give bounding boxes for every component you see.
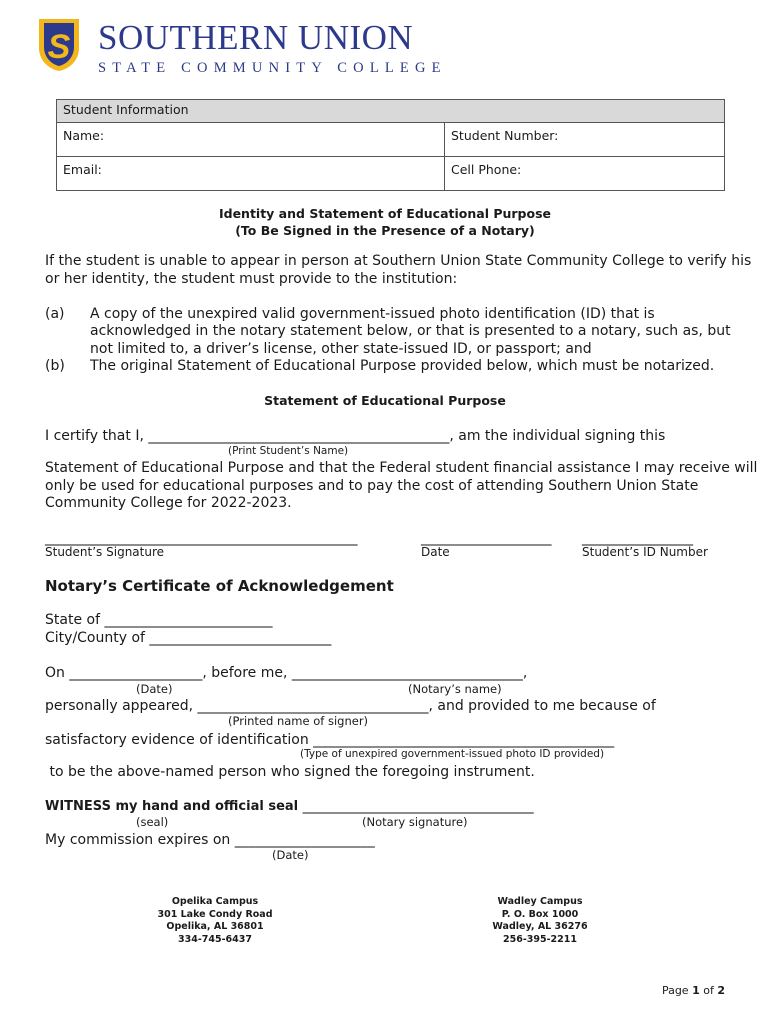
item-a-marker: (a) [45,306,65,322]
item-a-line2: acknowledged in the notary statement below, or that is presented to a notary, such as, but [90,323,731,339]
item-a-line1: A copy of the unexpired valid government-issued photo identification (ID) that is [90,306,655,322]
student-info-table [56,99,725,191]
statement-body-line1: Statement of Educational Purpose and that the Federal student financial assistance I may receive will [45,460,758,476]
wadley-campus-city: Wadley, AL 36276 [492,921,588,932]
statement-body-line3: Community College for 2022-2023. [45,495,292,511]
witness-line[interactable] [45,797,534,816]
evidence-line[interactable]: satisfactory evidence of identification ___________________________________________ [45,732,615,748]
opelika-campus-city: Opelika, AL 36801 [166,921,264,932]
id-number-label: Student’s ID Number [582,545,708,559]
opelika-campus-block [135,896,295,946]
witness-signature-blank[interactable]: _________________________________ [298,798,534,814]
statement-body-line2: only be used for educational purposes and to pay the cost of attending Southern Union State [45,478,699,494]
college-logo-icon [38,18,80,72]
date-caption: (Date) [136,682,173,696]
id-type-caption: (Type of unexpired government-issued photo ID provided) [300,748,605,760]
svg-text:S: S [47,28,71,66]
page-current: 1 [692,984,700,997]
commission-line[interactable]: My commission expires on ____________________ [45,832,375,848]
signature-line[interactable]: ________________________________________________ [45,530,357,546]
college-subtitle: STATE COMMUNITY COLLEGE [98,60,447,76]
statement-title: Statement of Educational Purpose [264,393,506,408]
certify-line[interactable]: I certify that I, ___________________________________________, am the individual signing this [45,428,666,444]
printed-name-caption: (Printed name of signer) [228,714,369,728]
commission-date-caption: (Date) [272,848,309,862]
print-name-caption: (Print Student’s Name) [228,445,349,457]
name-field[interactable]: Name: [57,123,445,157]
wadley-campus-phone: 256-395-2211 [503,933,577,945]
email-field[interactable]: Email: [57,157,445,191]
state-line[interactable]: State of ________________________ [45,612,273,628]
identity-intro-line1: If the student is unable to appear in person at Southern Union State Community College to verify his [45,253,752,269]
date-line[interactable]: ____________________ [421,530,551,546]
named-person-line: to be the above-named person who signed the foregoing instrument. [45,764,535,780]
page-label: Page [661,984,693,997]
seal-caption: (seal) [136,815,169,829]
id-number-line[interactable]: _________________ [582,530,693,546]
wadley-campus-name: Wadley Campus [497,896,583,907]
wadley-campus-address: P. O. Box 1000 [501,908,579,920]
date-label: Date [421,545,450,559]
college-name: SOUTHERN UNION [98,18,414,57]
student-info-heading: Student Information [57,100,725,123]
witness-label: WITNESS my hand and official seal [45,799,299,814]
item-b-marker: (b) [45,358,65,374]
notary-signature-caption: (Notary signature) [362,815,468,829]
item-a-line3: not limited to, a driver’s license, other state-issued ID, or passport; and [90,341,592,357]
page-of: of [699,984,718,997]
page-total: 2 [717,984,725,997]
notary-title: Notary’s Certificate of Acknowledgement [45,577,394,595]
city-county-line[interactable]: City/County of __________________________ [45,630,332,646]
item-b-line1: The original Statement of Educational Purpose provided below, which must be notarized. [90,358,715,374]
cell-phone-field[interactable]: Cell Phone: [445,157,725,191]
opelika-campus-name: Opelika Campus [171,896,259,907]
student-number-field[interactable]: Student Number: [445,123,725,157]
identity-title-line2: (To Be Signed in the Presence of a Notary) [235,223,535,238]
opelika-campus-address: 301 Lake Condy Road [157,908,273,920]
signature-label: Student’s Signature [45,545,165,559]
personally-appeared-line[interactable]: personally appeared, _________________________________, and provided to me because of [45,698,656,714]
page-number [662,984,725,997]
identity-title-line1: Identity and Statement of Educational Purpose [218,206,552,221]
opelika-campus-phone: 334-745-6437 [178,933,252,945]
wadley-campus-block [475,896,605,946]
notary-name-caption: (Notary’s name) [408,682,502,696]
identity-intro-line2: or her identity, the student must provide to the institution: [45,271,458,287]
on-date-line[interactable]: On ___________________, before me, _________________________________, [45,665,528,681]
